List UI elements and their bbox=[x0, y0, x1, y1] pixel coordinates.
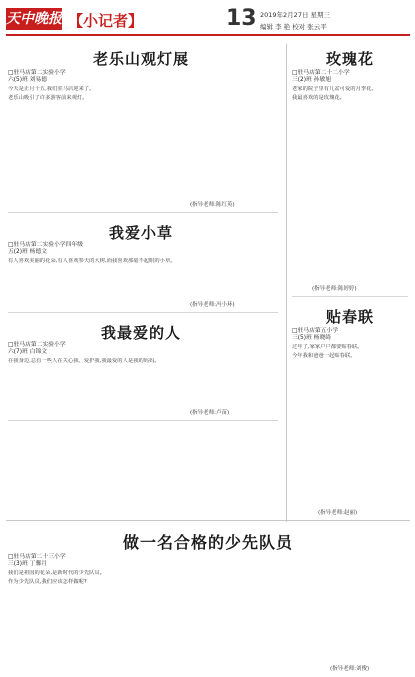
teacher-credit: (指导老师:刘俊) bbox=[330, 666, 370, 672]
byline-school: □驻马店第二十二小学 bbox=[292, 70, 350, 76]
article-byline bbox=[8, 342, 118, 356]
section-divider bbox=[8, 212, 278, 213]
article-body bbox=[8, 358, 278, 406]
article-byline bbox=[292, 328, 408, 342]
paragraph: 今天是正月十五,我们驻马店迎来了。 bbox=[8, 86, 95, 92]
article-headline: 玫瑰花 bbox=[325, 50, 374, 68]
bottom-section-divider bbox=[6, 520, 410, 521]
paragraph: 老家的院子里有几盆可爱的月季花。 bbox=[292, 86, 377, 92]
teacher-credit: (指导老师:陈婷婷) bbox=[312, 286, 357, 292]
article-body bbox=[8, 258, 278, 296]
byline-author: 六(7)班 白锦文 bbox=[8, 349, 48, 356]
byline-author: 三(5)班 杨晓绮 bbox=[292, 335, 332, 342]
article-headline: 老乐山观灯展 bbox=[92, 50, 189, 68]
article-byline bbox=[8, 70, 118, 84]
article-headline: 贴春联 bbox=[325, 308, 374, 326]
byline-author: 六(5)班 刘易德 bbox=[8, 77, 48, 84]
paragraph: 我们是祖国的花朵,是新时代的少先队员。 bbox=[8, 570, 106, 576]
section-divider bbox=[8, 312, 278, 313]
article-body bbox=[292, 86, 408, 276]
article-headline: 我最爱的人 bbox=[100, 324, 181, 342]
byline-author: 五(2)班 杨德文 bbox=[8, 249, 48, 256]
byline-school: □驻马店第二实验小学四年级 bbox=[8, 242, 84, 248]
byline-school: □驻马店第二十三小学 bbox=[8, 554, 66, 560]
byline-author: 三(2)班 孙敏旭 bbox=[292, 77, 332, 84]
section-divider bbox=[292, 296, 408, 297]
byline-school: □驻马店第二实验小学 bbox=[8, 342, 66, 348]
paragraph: 我最喜欢的是玫瑰花。 bbox=[292, 95, 345, 102]
teacher-credit: (指导老师:赵丽) bbox=[318, 510, 358, 516]
masthead-rule bbox=[6, 34, 410, 36]
paragraph: 今年我和爸爸一起贴春联。 bbox=[292, 353, 356, 360]
article-headline: 做一名合格的少先队员 bbox=[122, 533, 293, 552]
teacher-credit: (指导老师:冯小环) bbox=[190, 302, 235, 308]
article-body bbox=[292, 344, 408, 504]
paragraph: 在我身边,总有一些人在关心我、爱护我,我最爱的人是我的妈妈。 bbox=[8, 358, 160, 364]
paragraph: 作为少先队员,我们应该怎样做呢? bbox=[8, 579, 87, 586]
article-headline: 我爱小草 bbox=[108, 224, 173, 242]
byline-author: 三(3)班 丁馨月 bbox=[8, 561, 48, 568]
paragraph: 过年了,家家户户都要贴春联。 bbox=[292, 344, 363, 350]
article-byline bbox=[8, 554, 128, 568]
section-title: 【小记者】 bbox=[68, 12, 144, 30]
section-divider bbox=[8, 420, 278, 421]
editor-staff: 编辑 李 艳 校对 张云平 bbox=[260, 23, 327, 31]
byline-school: □驻马店第五小学 bbox=[292, 328, 339, 334]
page-number: 13 bbox=[226, 6, 257, 31]
article-byline bbox=[292, 70, 408, 84]
article-body bbox=[8, 86, 278, 196]
teacher-credit: (指导老师:卢苗) bbox=[190, 410, 230, 416]
article-body bbox=[8, 570, 408, 660]
article-byline bbox=[8, 242, 118, 256]
newspaper-logo: 天中晚报 bbox=[6, 8, 62, 30]
column-divider bbox=[286, 44, 287, 522]
issue-date: 2019年2月27日 星期三 bbox=[260, 11, 331, 19]
paragraph: 老乐山吸引了许多游客前来观灯。 bbox=[8, 95, 88, 102]
teacher-credit: (指导老师:陈红英) bbox=[190, 202, 235, 208]
byline-school: □驻马店第二实验小学 bbox=[8, 70, 66, 76]
paragraph: 有人喜欢美丽的花朵,有人喜欢参天的大树,而我喜欢那毫不起眼的小草。 bbox=[8, 258, 176, 264]
